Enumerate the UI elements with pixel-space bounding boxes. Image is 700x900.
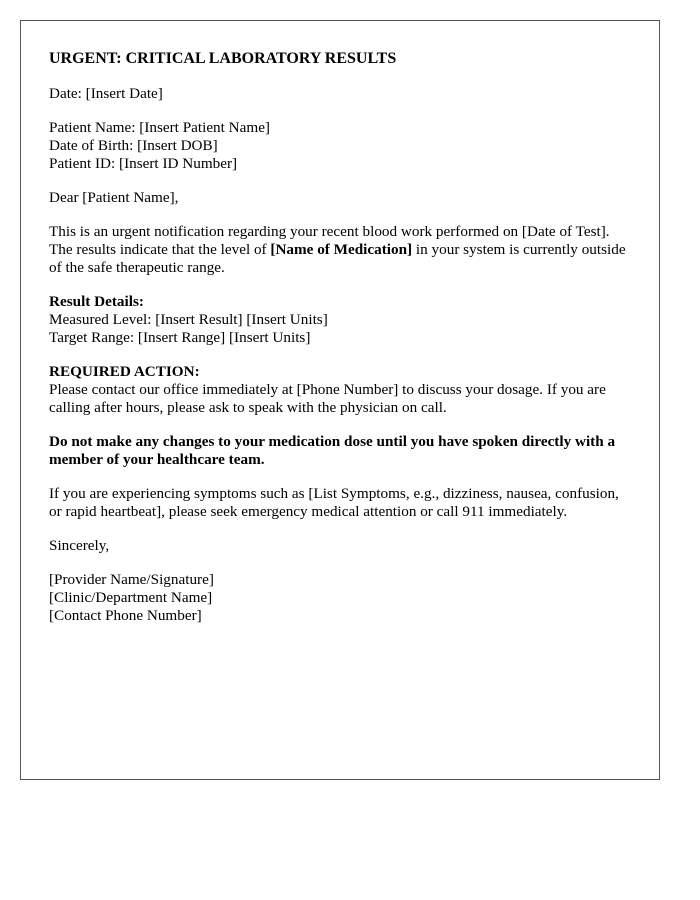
target-range-line: Target Range: [Insert Range] [Insert Units] bbox=[49, 329, 311, 346]
measured-level-line: Measured Level: [Insert Result] [Insert Units] bbox=[49, 311, 328, 328]
medication-name: [Name of Medication] bbox=[270, 241, 413, 258]
patient-name-line: Patient Name: [Insert Patient Name] bbox=[49, 119, 270, 136]
intro-paragraph bbox=[49, 223, 631, 277]
signature-block bbox=[49, 571, 631, 625]
required-action-text: Please contact our office immediately at [Phone Number] to discuss your dosage. If you are calling after hours, please ask to speak with the physician on call. bbox=[49, 381, 606, 416]
date-line: Date: [Insert Date] bbox=[49, 85, 163, 102]
letter-page bbox=[20, 20, 660, 780]
intro-text-before: This is an urgent notification regarding your recent blood work performed on [Date of Test]. The results indicate that the level of bbox=[49, 223, 610, 258]
required-action bbox=[49, 363, 631, 417]
result-details bbox=[49, 293, 631, 347]
contact-phone: [Contact Phone Number] bbox=[49, 607, 202, 624]
salutation: Dear [Patient Name], bbox=[49, 189, 179, 206]
warning-paragraph: Do not make any changes to your medication dose until you have spoken directly with a member of your healthcare team. bbox=[49, 433, 616, 468]
result-details-heading: Result Details: bbox=[49, 293, 144, 310]
patient-info bbox=[49, 119, 631, 173]
symptoms-paragraph: If you are experiencing symptoms such as [List Symptoms, e.g., dizziness, nausea, confusion, or rapid heartbeat], please seek emergency medical attention or call 911 immediately. bbox=[49, 485, 619, 520]
closing: Sincerely, bbox=[49, 537, 110, 554]
patient-id-line: Patient ID: [Insert ID Number] bbox=[49, 155, 238, 172]
clinic-name: [Clinic/Department Name] bbox=[49, 589, 213, 606]
required-action-heading: REQUIRED ACTION: bbox=[49, 363, 200, 380]
letter-title: URGENT: CRITICAL LABORATORY RESULTS bbox=[49, 50, 397, 67]
patient-dob-line: Date of Birth: [Insert DOB] bbox=[49, 137, 218, 154]
intro-text-after: in your system is currently outside of the safe therapeutic range. bbox=[49, 241, 626, 276]
provider-name: [Provider Name/Signature] bbox=[49, 571, 214, 588]
